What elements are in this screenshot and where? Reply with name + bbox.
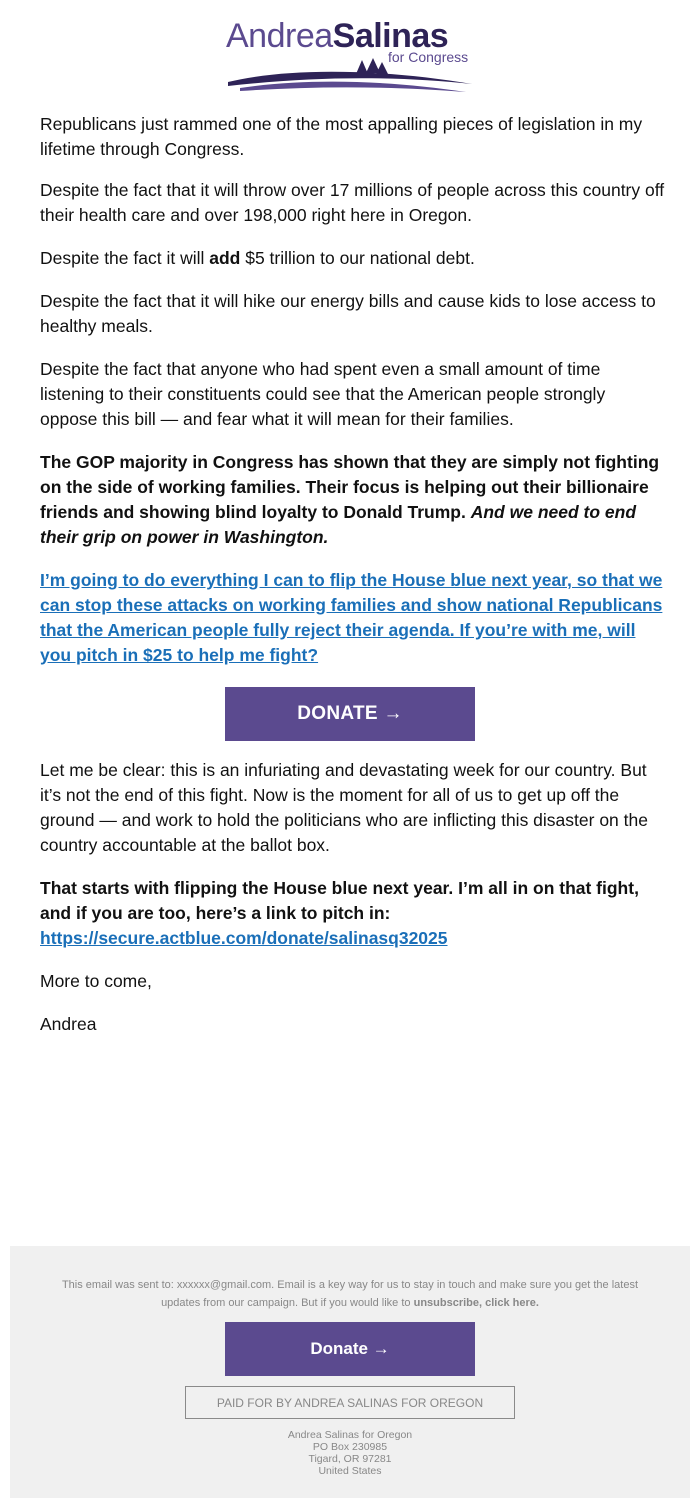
debt-text-end: $5 trillion to our national debt.	[240, 248, 475, 268]
paragraph-national-debt	[40, 246, 665, 271]
email-footer	[10, 1246, 690, 1498]
paragraph-flip-house	[40, 876, 665, 951]
address-line-2: PO Box 230985	[312, 1441, 388, 1453]
footer-donate-button[interactable]: Donate →	[225, 1322, 475, 1376]
actblue-link[interactable]: https://secure.actblue.com/donate/salinasq32025	[40, 928, 448, 948]
paragraph-be-clear: Let me be clear: this is an infuriating and devastating week for our country. But it’s not the end of this fight. Now is the moment for all of us to get up off the ground — and work to hold the politicians who are inflicting this disaster on the country accountable at the ballot box.	[40, 760, 648, 855]
paragraph-intro: Republicans just rammed one of the most appalling pieces of legislation in my lifetime through Congress.	[40, 114, 643, 159]
signature: Andrea	[40, 1014, 97, 1034]
mailing-address	[10, 1429, 690, 1477]
gop-majority-text: The GOP majority in Congress has shown that they are simply not fighting on the side of working families. Their focus is helping out their billionaire friends and showing blind loyalty to Donald Trump.	[40, 452, 660, 522]
paragraph-appeal	[40, 568, 665, 668]
footer-note	[50, 1276, 650, 1312]
logo-tagline: for Congress	[388, 49, 469, 65]
campaign-logo	[226, 16, 476, 96]
debt-text-start: Despite the fact it will	[40, 248, 210, 268]
paragraph-health-care: Despite the fact that it will throw over 17 millions of people across this country off their health care and over 198,000 right here in Oregon.	[40, 180, 665, 225]
paragraph-energy-bills: Despite the fact that it will hike our energy bills and cause kids to lose access to healthy meals.	[40, 291, 656, 336]
debt-text-emphasis: add	[209, 248, 241, 268]
flip-house-text: That starts with flipping the House blue next year. I’m all in on that fight, and if you are too, here’s a link to pitch in:	[40, 878, 639, 923]
paragraph-gop-majority	[40, 450, 665, 550]
logo-last-name: Salinas	[332, 17, 449, 55]
address-line-4: United States	[318, 1465, 382, 1477]
pitch-in-link[interactable]: I’m going to do everything I can to flip the House blue next year, so that we can stop these attacks on working families and show national Republicans that the American people fully reject their agenda. If you’re with me, will you pitch in $25 to help me fight?	[40, 570, 663, 665]
gop-majority-italic-text: And we need to end their grip on power in Washington.	[40, 502, 637, 547]
donate-button[interactable]: DONATE →	[225, 687, 475, 741]
logo-swoosh-icon	[226, 58, 476, 96]
unsubscribe-link[interactable]: unsubscribe, click here.	[413, 1297, 539, 1309]
address-line-1: Andrea Salinas for Oregon	[287, 1429, 413, 1441]
sign-off: More to come,	[40, 971, 152, 991]
address-line-3: Tigard, OR 97281	[308, 1453, 392, 1465]
logo-first-name: Andrea	[226, 17, 333, 55]
paragraph-constituents: Despite the fact that anyone who had spent even a small amount of time listening to their constituents could see that the American people strongly oppose this bill — and fear what it will mean for their families.	[40, 359, 606, 429]
footer-note-text: This email was sent to: xxxxxx@gmail.com. Email is a key way for us to stay in touch and make sure you get the latest updates from our campaign. But if you would like to	[61, 1279, 639, 1309]
paid-for-disclaimer: PAID FOR BY ANDREA SALINAS FOR OREGON	[185, 1386, 515, 1419]
